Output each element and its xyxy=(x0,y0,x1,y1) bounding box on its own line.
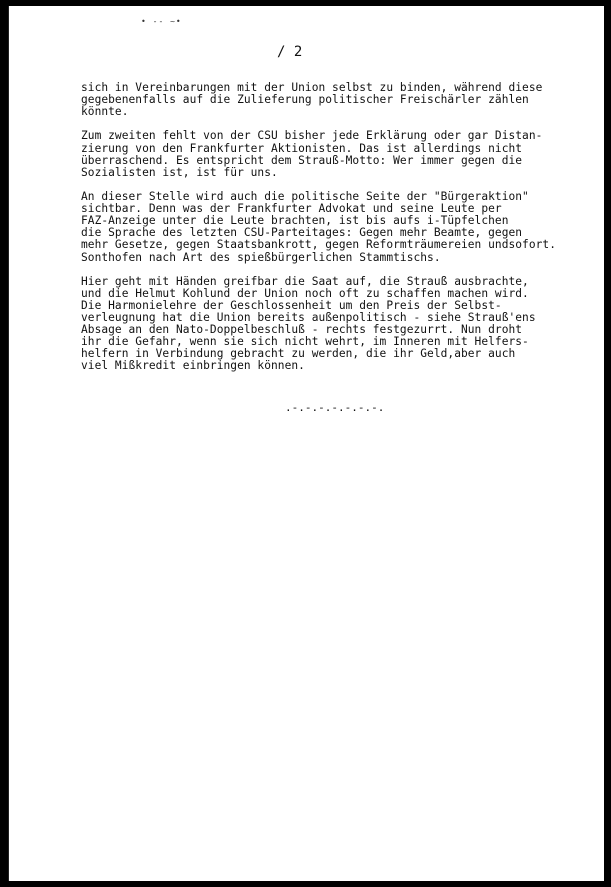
text-line: ihr die Gefahr, wenn sie sich nicht wehrt, im Inneren mit Helfers- xyxy=(81,335,529,349)
text-line: helfern in Verbindung gebracht zu werden, die ihr Geld,aber auch xyxy=(81,347,516,361)
text-line: Zum zweiten fehlt von der CSU bisher jede Erklärung oder gar Distan- xyxy=(81,129,543,143)
paragraph-4 xyxy=(81,276,601,373)
text-line: FAZ-Anzeige unter die Leute brachten, ist bis aufs i-Tüpfelchen xyxy=(81,214,509,228)
text-line: mehr Gesetze, gegen Staatsbankrott, gegen Reformträumereien undsofort. xyxy=(81,238,556,252)
text-line: Absage an den Nato-Doppelbeschluß - rechts festgezurrt. Nun droht xyxy=(81,323,523,337)
text-line: sichtbar. Denn was der Frankfurter Advokat und seine Leute per xyxy=(81,202,502,216)
text-line: überraschend. Es entspricht dem Strauß-Motto: Wer immer gegen die xyxy=(81,153,523,167)
text-line: gegebenenfalls auf die Zulieferung politischer Freischärler zählen xyxy=(81,93,529,107)
text-line: Die Harmonielehre der Geschlossenheit um den Preis der Selbst- xyxy=(81,298,502,312)
text-line: viel Mißkredit einbringen können. xyxy=(81,359,305,373)
text-line: zierung von den Frankfurter Aktionisten. Das ist allerdings nicht xyxy=(81,141,523,155)
text-line: An dieser Stelle wird auch die politische Seite der "Bürgeraktion" xyxy=(81,190,529,204)
paragraph-3 xyxy=(81,191,601,264)
text-line: die Sprache des letzten CSU-Parteitages: Gegen mehr Beamte, gegen xyxy=(81,226,523,240)
document-body xyxy=(81,82,601,385)
end-of-text-mark: .-.-.-.-.-.-.-. xyxy=(285,401,385,414)
text-line: sich in Vereinbarungen mit der Union selbst zu binden, während diese xyxy=(81,81,543,94)
page-number: / 2 xyxy=(277,44,303,60)
text-line: könnte. xyxy=(81,105,129,119)
paragraph-2 xyxy=(81,130,601,178)
document-page xyxy=(8,6,604,881)
text-line: und die Helmut Kohlund der Union noch oft zu schaffen machen wird. xyxy=(81,286,529,300)
text-line: verleugnung hat die Union bereits außenpolitisch - siehe Strauß'ens xyxy=(81,311,536,325)
text-line: Hier geht mit Händen greifbar die Saat auf, die Strauß ausbrachte, xyxy=(81,274,529,288)
text-line: Sonthofen nach Art des spießbürgerlichen Stammtischs. xyxy=(81,250,441,264)
scan-mark: • -- ~• xyxy=(141,17,182,26)
text-line: Sozialisten ist, ist für uns. xyxy=(81,165,278,179)
paragraph-1 xyxy=(81,82,601,118)
